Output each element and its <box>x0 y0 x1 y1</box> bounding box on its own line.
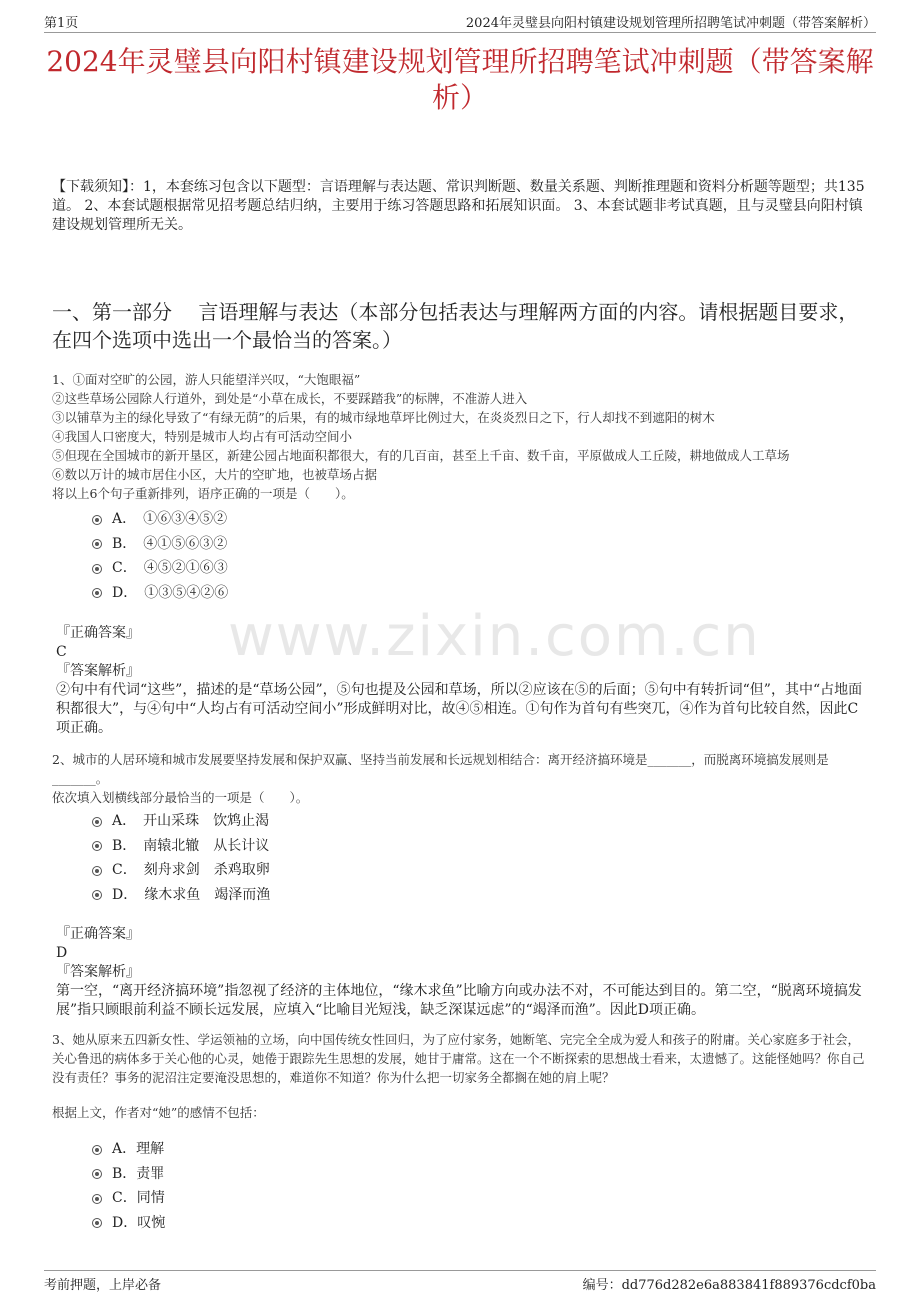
radio-icon[interactable] <box>92 539 102 549</box>
question-2-options <box>92 808 270 906</box>
radio-icon[interactable] <box>92 1145 102 1155</box>
question-2-stem <box>52 750 870 807</box>
answer-label: 『正确答案』 <box>56 926 140 942</box>
q3-ask: 根据上文，作者对“她”的感情不包括： <box>52 1105 265 1120</box>
q1-line: 1、①面对空旷的公园，游人只能望洋兴叹，“大饱眼福” <box>52 372 361 387</box>
option-d[interactable]: D． 缘木求鱼 竭泽而渔 <box>92 882 270 907</box>
option-c[interactable]: C． 刻舟求剑 杀鸡取卵 <box>92 857 270 882</box>
radio-icon[interactable] <box>92 588 102 598</box>
q2-ask: 依次填入划横线部分最恰当的一项是（ ）。 <box>52 790 309 805</box>
radio-icon[interactable] <box>92 564 102 574</box>
q2-stem: 2、城市的人居环境和城市发展要坚持发展和保护双赢、坚持当前发展和长远规划相结合：离开经济搞环境是_______，而脱离环境搞发展则是_______。 <box>52 752 829 786</box>
option-c[interactable]: C． ④⑤②①⑥③ <box>92 555 228 580</box>
page-header <box>44 10 876 33</box>
option-b[interactable]: B． ④①⑤⑥③② <box>92 531 228 556</box>
q1-line: ⑥数以万计的城市居住小区，大片的空旷地，也被草场占据 <box>52 467 378 482</box>
option-a[interactable]: A．理解 <box>92 1136 165 1161</box>
option-c[interactable]: C．同情 <box>92 1185 165 1210</box>
section-heading: 一、第一部分 言语理解与表达（本部分包括表达与理解两方面的内容。请根据题目要求，在四个选项中选出一个最恰当的答案。） <box>52 300 859 352</box>
question-2-answer <box>56 925 870 1020</box>
radio-icon[interactable] <box>92 1218 102 1228</box>
answer-value: C <box>56 644 67 660</box>
q1-line: ②这些草场公园除人行道外，到处是“小草在成长，不要踩踏我”的标牌，不准游人进入 <box>52 391 528 406</box>
option-d[interactable]: D． ①③⑤④②⑥ <box>92 580 228 605</box>
radio-icon[interactable] <box>92 841 102 851</box>
q1-line: ⑤但现在全国城市的新开垦区，新建公园占地面积都很大，有的几百亩，甚至上千亩、数千亩，平原做成人工丘陵，耕地做成人工草场 <box>52 448 790 463</box>
radio-icon[interactable] <box>92 890 102 900</box>
question-1-answer <box>56 624 870 738</box>
option-a[interactable]: A． ①⑥③④⑤② <box>92 506 228 531</box>
radio-icon[interactable] <box>92 866 102 876</box>
analysis-label: 『答案解析』 <box>56 964 140 980</box>
radio-icon[interactable] <box>92 1194 102 1204</box>
q1-line: ③以铺草为主的绿化导致了“有绿无荫”的后果，有的城市绿地草坪比例过大，在炎炎烈日之下，行人却找不到遮阳的树木 <box>52 410 715 425</box>
q1-line: ④我国人口密度大，特别是城市人均占有可活动空间小 <box>52 429 353 444</box>
analysis-label: 『答案解析』 <box>56 663 140 679</box>
document-title: 2024年灵璧县向阳村镇建设规划管理所招聘笔试冲刺题（带答案解析） <box>46 45 874 114</box>
radio-icon[interactable] <box>92 1169 102 1179</box>
analysis-text: ②句中有代词“这些”，描述的是“草场公园”，⑤句也提及公园和草场，所以②应该在⑤的后面；⑤句中有转折词“但”，其中“占地面积都很大”，与④句中“人均占有可活动空间小”形成鲜明对比，故④⑤相连。①句作为首句有些突兀，④作为首句比较自然，因此C项正确。 <box>56 682 863 736</box>
question-3-stem <box>52 1030 870 1122</box>
option-d[interactable]: D．叹惋 <box>92 1210 165 1235</box>
page-footer <box>44 1270 876 1293</box>
option-b[interactable]: B． 南辕北辙 从长计议 <box>92 833 270 858</box>
download-notice: 【下载须知】：1，本套练习包含以下题型：言语理解与表达题、常识判断题、数量关系题、判断推理题和资料分析题等题型；共135道。 2、本套试题根据常见招考题总结归纳，主要用于练习答题思路和拓展知识面。 3、本套试题非考试真题，且与灵璧县向阳村镇建设规划管理所无关。 <box>52 179 865 233</box>
option-a[interactable]: A． 开山采珠 饮鸩止渴 <box>92 808 270 833</box>
header-doc-title: 2024年灵璧县向阳村镇建设规划管理所招聘笔试冲刺题（带答案解析） <box>465 16 876 31</box>
q3-stem: 3、她从原来五四新女性、学运领袖的立场，向中国传统女性回归，为了应付家务，她断笔、完完全全成为爱人和孩子的附庸。关心家庭多于社会，关心鲁迅的病体多于关心他的心灵，她倦于跟踪先生思想的发展，她甘于庸常。这在一个不断探索的思想战士看来，太遗憾了。这能怪她吗？你自己没有责任？事务的泥沼注定要淹没思想的，难道你不知道？你为什么把一切家务全都搁在她的肩上呢？ <box>52 1032 865 1085</box>
radio-icon[interactable] <box>92 817 102 827</box>
q1-line: 将以上6个句子重新排列，语序正确的一项是（ ）。 <box>52 486 354 501</box>
analysis-text: 第一空，“离开经济搞环境”指忽视了经济的主体地位，“缘木求鱼”比喻方向或办法不对，不可能达到目的。第二空，“脱离环境搞发展”指只顾眼前利益不顾长远发展，应填入“比喻目光短浅，缺乏深谋远虑”的“竭泽而渔”。因此D项正确。 <box>56 983 862 1018</box>
question-3-options <box>92 1136 165 1234</box>
watermark: www.zixin.com.cn <box>228 604 761 669</box>
answer-label: 『正确答案』 <box>56 625 140 641</box>
question-1-options <box>92 506 228 604</box>
option-b[interactable]: B．责罪 <box>92 1161 165 1186</box>
question-1-stem <box>52 370 870 503</box>
footer-doc-id: 编号：dd776d282e6a883841f889376cdcf0ba <box>582 1278 876 1293</box>
radio-icon[interactable] <box>92 515 102 525</box>
answer-value: D <box>56 945 68 961</box>
page-number: 第1页 <box>44 16 79 31</box>
footer-slogan: 考前押题，上岸必备 <box>44 1278 162 1293</box>
